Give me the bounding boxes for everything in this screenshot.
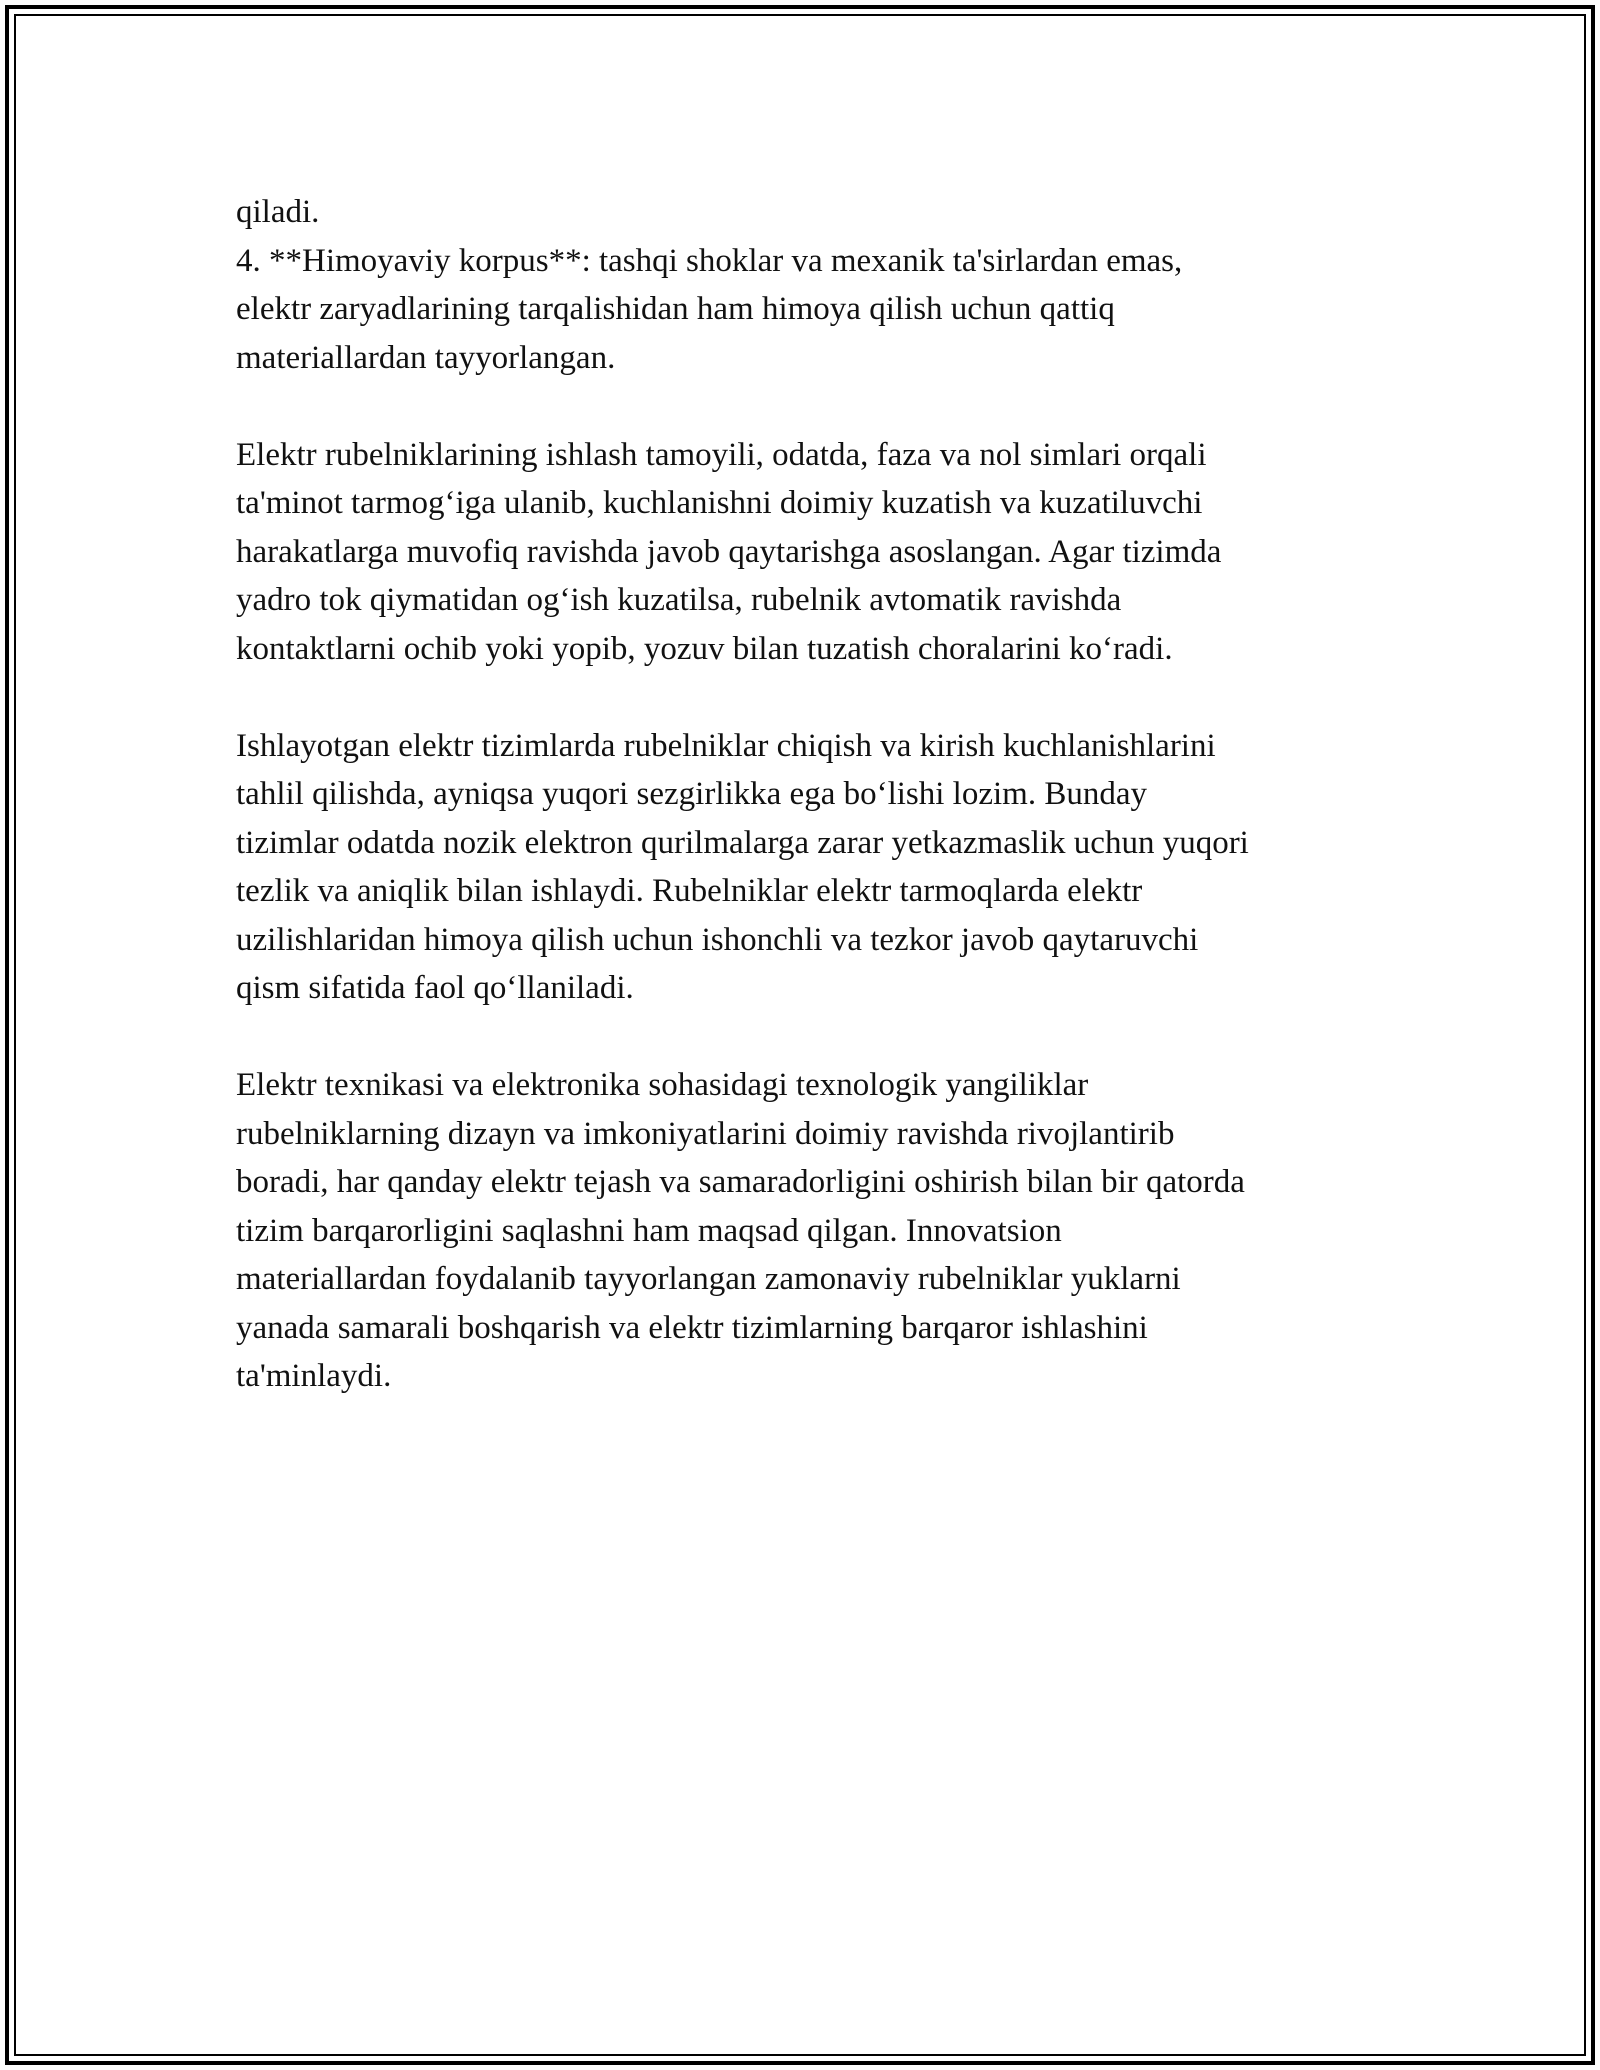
paragraph-2 (236, 431, 1386, 674)
text-line: tizimlar odatda nozik elektron qurilmalarga zarar yetkazmaslik uchun yuqori (236, 824, 1249, 861)
text-line: qiladi. (236, 194, 320, 230)
document-body (236, 188, 1386, 1449)
text-line: rubelniklarning dizayn va imkoniyatlarini doimiy ravishda rivojlantirib (236, 1115, 1175, 1152)
text-line: 4. **Himoyaviy korpus**: tashqi shoklar va mexanik ta'sirlardan emas, (236, 242, 1183, 279)
paragraph-4 (236, 1061, 1386, 1401)
text-line: uzilishlaridan himoya qilish uchun ishonchli va tezkor javob qaytaruvchi (236, 921, 1199, 958)
text-line: tizim barqarorligini saqlashni ham maqsad qilgan. Innovatsion (236, 1212, 1062, 1249)
text-line: elektr zaryadlarining tarqalishidan ham himoya qilish uchun qattiq (236, 291, 1115, 327)
text-line: kontaktlarni ochib yoki yopib, yozuv bilan tuzatish choralarini ko‘radi. (236, 630, 1173, 667)
text-line: tahlil qilishda, ayniqsa yuqori sezgirlikka ega bo‘lishi lozim. Bunday (236, 776, 1147, 812)
text-line: qism sifatida faol qo‘llaniladi. (236, 970, 634, 1006)
text-line: harakatlarga muvofiq ravishda javob qaytarishga asoslangan. Agar tizimda (236, 533, 1222, 570)
text-line: materiallardan foydalanib tayyorlangan zamonaviy rubelniklar yuklarni (236, 1261, 1181, 1297)
text-line: yanada samarali boshqarish va elektr tizimlarning barqaror ishlashini (236, 1309, 1148, 1346)
text-line: Elektr rubelniklarining ishlash tamoyili, odatda, faza va nol simlari orqali (236, 436, 1207, 473)
paragraph-1 (236, 188, 1386, 382)
text-line: ta'minot tarmog‘iga ulanib, kuchlanishni doimiy kuzatish va kuzatiluvchi (236, 485, 1203, 521)
text-line: ta'minlaydi. (236, 1358, 392, 1394)
text-line: yadro tok qiymatidan og‘ish kuzatilsa, rubelnik avtomatik ravishda (236, 582, 1122, 618)
text-line: Ishlayotgan elektr tizimlarda rubelniklar chiqish va kirish kuchlanishlarini (236, 727, 1216, 764)
text-line: tezlik va aniqlik bilan ishlaydi. Rubelniklar elektr tarmoqlarda elektr (236, 873, 1143, 909)
text-line: materiallardan tayyorlangan. (236, 339, 616, 376)
text-line: boradi, har qanday elektr tejash va samaradorligini oshirish bilan bir qatorda (236, 1164, 1245, 1200)
paragraph-3 (236, 722, 1386, 1013)
text-line: Elektr texnikasi va elektronika sohasidagi texnologik yangiliklar (236, 1067, 1089, 1103)
